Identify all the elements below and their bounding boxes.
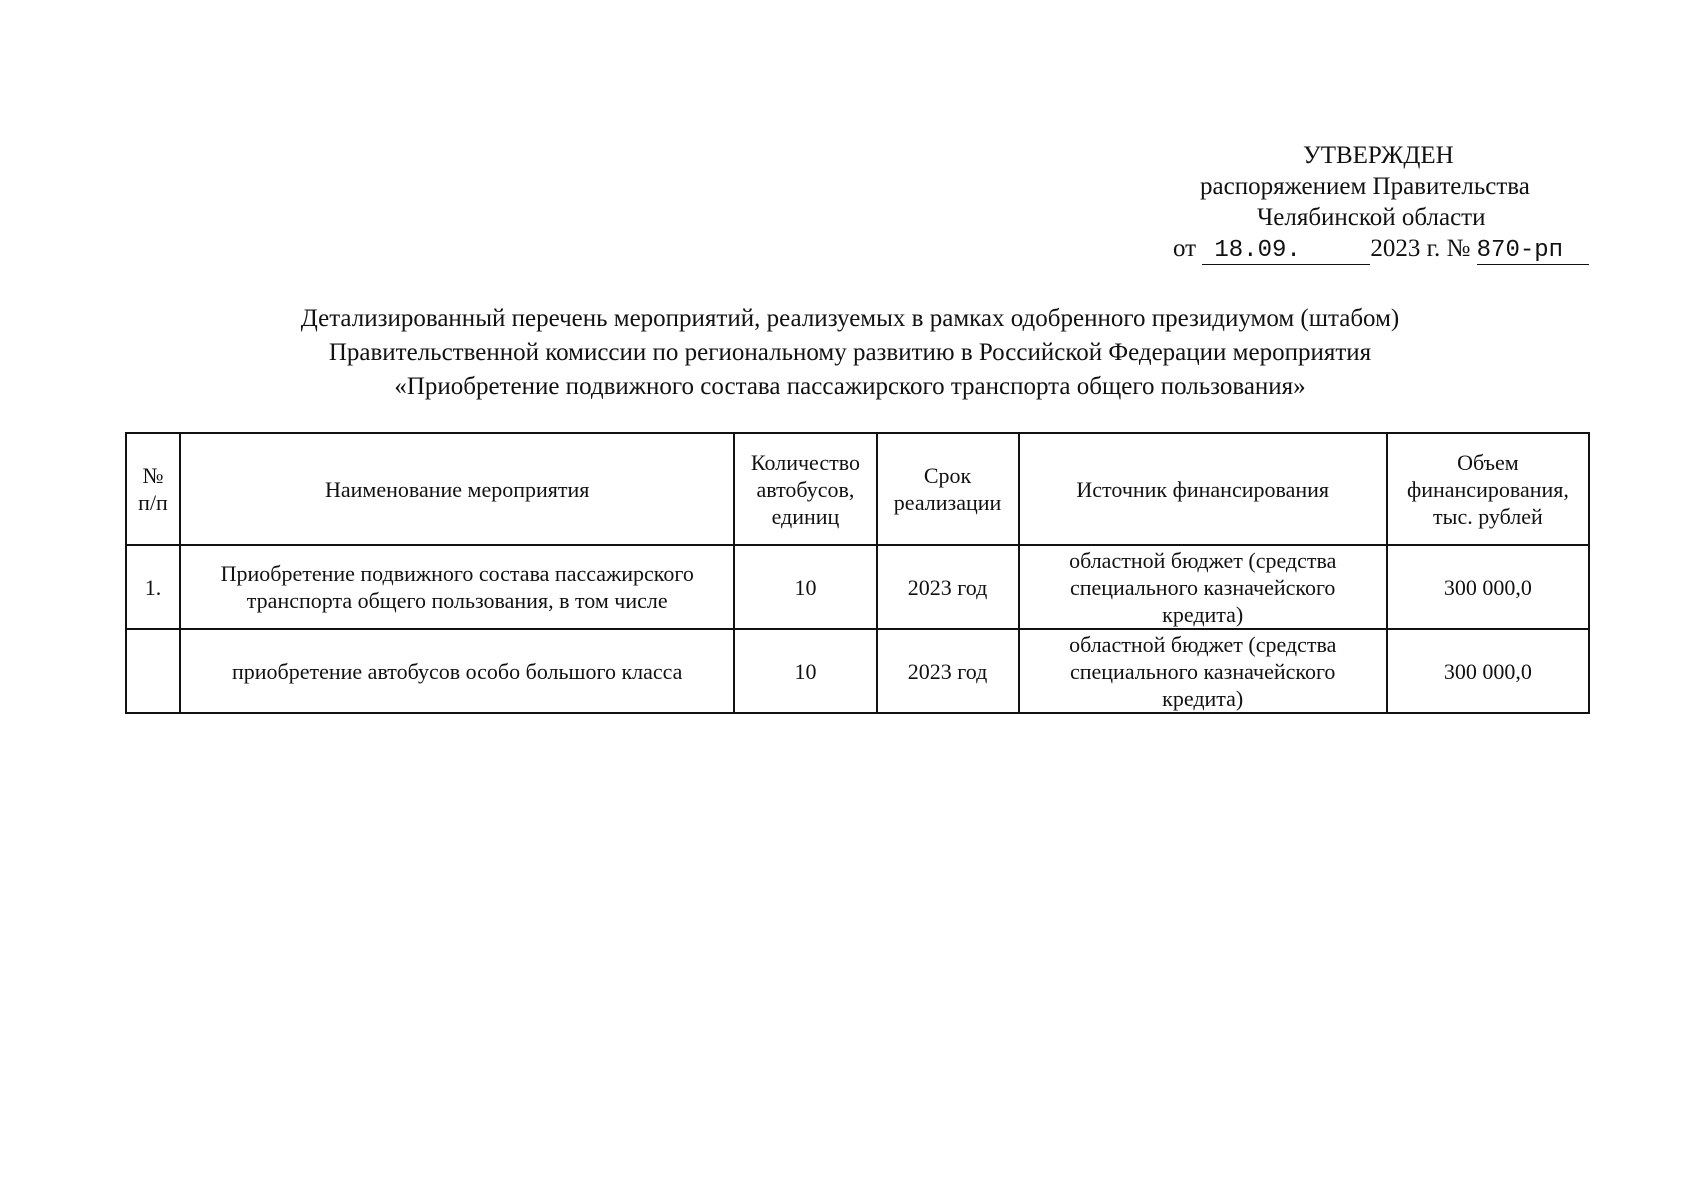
header-number (126, 433, 180, 545)
approval-line-government: распоряжением Правительства (1200, 173, 1530, 200)
row-funding-source-line-3: кредита) (1162, 685, 1244, 711)
row-funding-source-line-3: кредита) (1162, 601, 1244, 627)
document-title-line-1: Детализированный перечень мероприятий, реализуемых в рамках одобренного президиумом (штабом) (300, 305, 1400, 332)
year-number-label: 2023 г. № (1370, 235, 1471, 262)
header-term-line-2: реализации (893, 490, 1002, 515)
header-term (877, 433, 1019, 545)
document-title-line-3: «Приобретение подвижного состава пассажирского транспорта общего пользования» (394, 373, 1306, 400)
header-number-abbr: п/п (138, 490, 168, 515)
table-header-row (126, 433, 1589, 545)
row-funding-source-line-1: областной бюджет (средства (1069, 547, 1337, 573)
row-bus-count: 10 (734, 545, 876, 629)
row-funding-volume: 300 000,0 (1387, 545, 1589, 629)
row-activity-name: приобретение автобусов особо большого класса (180, 629, 734, 713)
header-bus-count-line-2: автобусов, (756, 476, 855, 502)
date-prefix: от (1173, 235, 1197, 262)
row-funding-source-line-2: специального казначейского (1069, 658, 1336, 684)
row-funding-source-line-2: специального казначейского (1069, 574, 1336, 600)
row-term: 2023 год (877, 629, 1019, 713)
header-volume-line-3: тыс. рублей (1433, 503, 1543, 529)
table-row (126, 545, 1589, 629)
header-funding-volume (1387, 433, 1589, 545)
row-funding-source (1019, 545, 1387, 629)
row-funding-source-line-1: областной бюджет (средства (1069, 631, 1337, 657)
document-title (100, 302, 1600, 404)
header-bus-count-line-1: Количество (750, 449, 860, 475)
row-activity-name (180, 545, 734, 629)
approval-title: УТВЕРЖДЕН (1303, 142, 1454, 169)
header-funding-source: Источник финансирования (1019, 433, 1387, 545)
row-bus-count: 10 (734, 629, 876, 713)
row-activity-name-line-2: транспорта общего пользования, в том числе (246, 588, 668, 613)
header-number-sign: № (142, 463, 164, 488)
header-bus-count (734, 433, 876, 545)
table-row (126, 629, 1589, 713)
row-activity-name-line-1: Приобретение подвижного состава пассажирского (220, 561, 694, 586)
header-volume-line-1: Объем (1457, 449, 1519, 475)
approval-date: 18.09. (1202, 238, 1370, 265)
row-number (126, 629, 180, 713)
approval-stamp (1160, 140, 1600, 265)
header-term-line-1: Срок (923, 463, 972, 488)
header-activity-name: Наименование мероприятия (180, 433, 734, 545)
header-volume-line-2: финансирования, (1406, 476, 1569, 502)
row-funding-volume: 300 000,0 (1387, 629, 1589, 713)
approval-line-region: Челябинской области (1257, 204, 1486, 231)
activities-table (125, 432, 1590, 714)
row-number: 1. (126, 545, 180, 629)
approval-number: 870-рп (1477, 238, 1589, 265)
header-bus-count-line-3: единиц (771, 503, 840, 529)
document-title-line-2: Правительственной комиссии по региональному развитию в Российской Федерации мероприятия (328, 339, 1372, 366)
row-funding-source (1019, 629, 1387, 713)
row-term: 2023 год (877, 545, 1019, 629)
approval-date-line (1160, 233, 1600, 265)
